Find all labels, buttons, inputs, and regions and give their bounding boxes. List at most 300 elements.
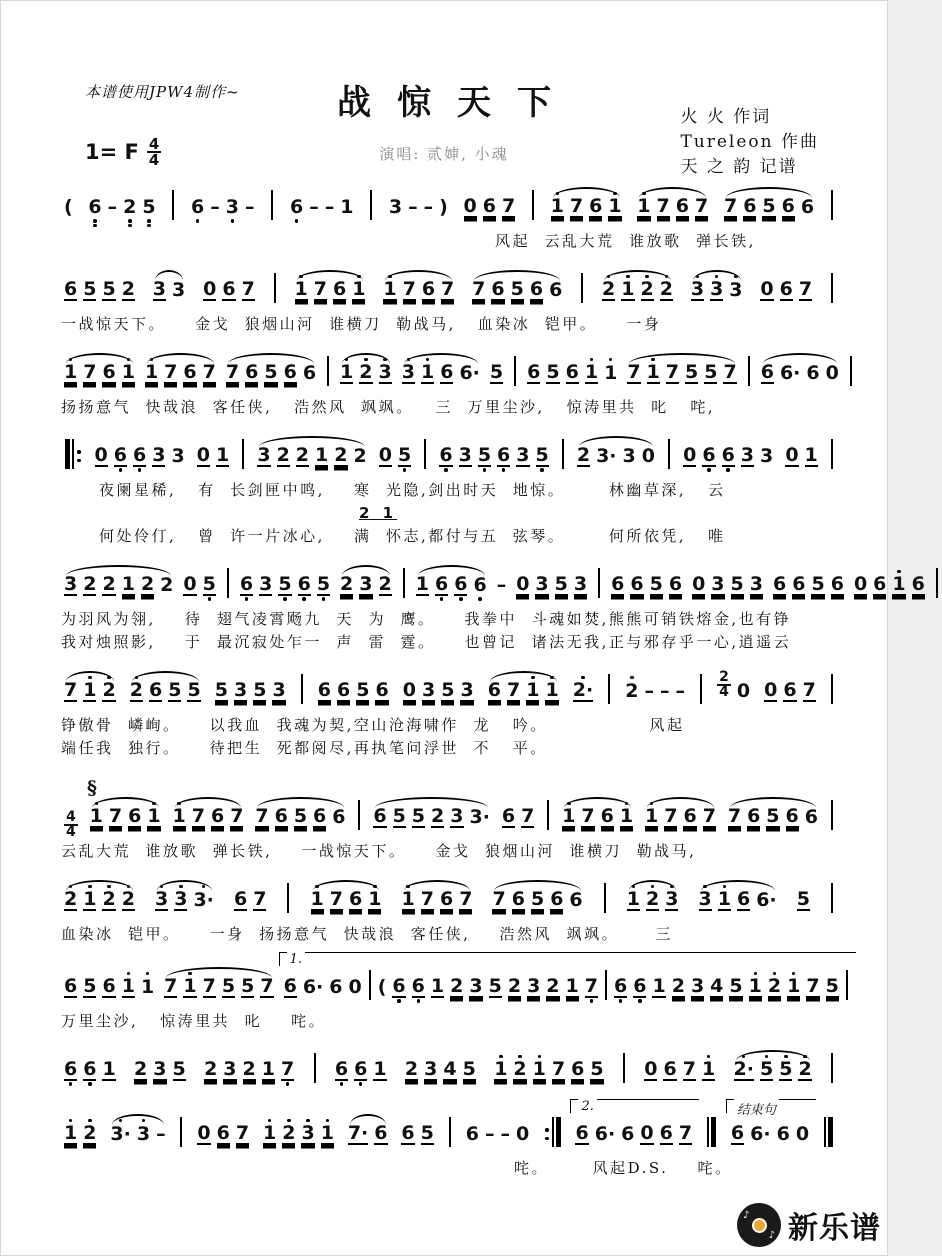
note-token: – bbox=[309, 196, 319, 218]
barline bbox=[420, 436, 430, 478]
slur-group bbox=[485, 671, 562, 713]
note-token: 3 bbox=[298, 1114, 317, 1156]
note-token: 6 bbox=[374, 1122, 388, 1144]
note-token: 7 bbox=[581, 805, 595, 827]
note-token: 1 bbox=[399, 880, 418, 922]
note-token: 3 bbox=[450, 805, 464, 827]
note-token: 0 bbox=[683, 444, 697, 466]
music-system bbox=[59, 671, 839, 759]
note-token: 3 bbox=[726, 270, 745, 312]
slur-group bbox=[308, 880, 385, 922]
note-group bbox=[201, 1050, 297, 1092]
note-token: 1 bbox=[430, 975, 445, 997]
note-token: 1 bbox=[523, 671, 542, 713]
note-token: 5 bbox=[168, 679, 182, 701]
composer-credit: Tureleon 作曲 bbox=[680, 132, 819, 152]
note-token: 2 bbox=[140, 573, 155, 595]
note-token: 0 bbox=[760, 278, 774, 300]
barline bbox=[267, 187, 277, 229]
barline bbox=[543, 797, 553, 839]
note-token: 6 bbox=[760, 361, 774, 383]
note-group bbox=[604, 671, 614, 713]
note-group bbox=[180, 565, 218, 607]
music-system bbox=[59, 565, 925, 653]
note-token: 5 bbox=[546, 361, 560, 383]
note-token: 7 bbox=[506, 679, 521, 701]
note-token: 3 bbox=[527, 975, 541, 997]
note-token: 6 bbox=[237, 565, 256, 607]
note-token: 1 bbox=[142, 353, 161, 395]
barline bbox=[601, 967, 611, 1009]
note-token: 3 bbox=[152, 444, 166, 466]
note-token: 7 bbox=[501, 195, 516, 217]
note-token: 1 bbox=[119, 353, 138, 395]
note-token: 6 bbox=[274, 805, 288, 827]
slur-group bbox=[574, 436, 658, 478]
note-token: 6 bbox=[550, 888, 564, 910]
transcriber-credit: 天 之 韵 记谱 bbox=[680, 157, 798, 177]
note-token: 1 bbox=[530, 1050, 549, 1092]
barline bbox=[827, 270, 837, 312]
note-token: 0 bbox=[197, 1122, 211, 1144]
slur-group bbox=[61, 671, 119, 713]
note-token: 7 bbox=[420, 888, 434, 910]
note-token: 3 bbox=[458, 444, 472, 466]
note-token: 6 bbox=[511, 888, 525, 910]
note-token: 2 bbox=[378, 573, 392, 595]
note-token: 6 bbox=[210, 805, 225, 827]
note-token: 6 bbox=[440, 361, 454, 383]
note-token: 7 bbox=[253, 888, 267, 910]
notation-row bbox=[59, 565, 925, 607]
note-group bbox=[932, 565, 942, 607]
note-token: 2 bbox=[279, 1114, 298, 1156]
note-token: 1 bbox=[601, 353, 620, 395]
note-token: 5 bbox=[510, 278, 524, 300]
note-token: 3 bbox=[172, 279, 186, 301]
time-bottom: 4 bbox=[148, 151, 160, 169]
note-token: 7 bbox=[255, 805, 269, 827]
note-token: 1 bbox=[642, 797, 661, 839]
note-token: ( bbox=[377, 976, 387, 998]
slur-group bbox=[152, 880, 217, 922]
slur-group bbox=[624, 353, 739, 395]
note-token: 0 bbox=[203, 278, 217, 300]
note-token: 1 bbox=[365, 880, 384, 922]
note-token: 1 bbox=[380, 270, 399, 312]
note-token: 5 bbox=[488, 975, 502, 997]
note-group bbox=[491, 1050, 606, 1092]
publisher-logo bbox=[737, 1203, 881, 1247]
note-token: 6 bbox=[804, 806, 818, 828]
note-token: 2 bbox=[276, 444, 290, 466]
note-token: 1 bbox=[624, 880, 643, 922]
lyrics-row: 风起 云乱大荒 谁放歌 弹长铁, bbox=[495, 232, 756, 250]
note-token: 2 bbox=[120, 187, 139, 229]
note-token: 6 bbox=[501, 805, 516, 827]
notation-row bbox=[59, 1050, 839, 1092]
note-token: 1 bbox=[652, 975, 666, 997]
note-token: 1 bbox=[80, 671, 99, 713]
note-token: 3 bbox=[171, 445, 185, 467]
note-token: 6 bbox=[487, 679, 501, 701]
note-group bbox=[513, 565, 590, 607]
note-token: 2 bbox=[340, 573, 354, 595]
note-token: 0 bbox=[764, 679, 778, 701]
note-group bbox=[297, 671, 307, 713]
note-group bbox=[827, 436, 837, 478]
slur-group bbox=[624, 880, 682, 922]
lyrics-row: 一战惊天下。 金戈 狼烟山河 谁横刀 勒战马, 血染冰 铠甲。 一身 bbox=[61, 315, 662, 333]
note-token: 6 bbox=[783, 679, 797, 701]
note-token: 6 bbox=[348, 888, 363, 910]
note-token: 2 bbox=[121, 278, 135, 300]
note-token: 7 bbox=[682, 1058, 696, 1080]
note-token: 6 bbox=[565, 361, 579, 383]
note-token: 6 bbox=[409, 967, 428, 1009]
lyrics-row: 铮傲骨 嶙峋。 以我血 我魂为契,空山沧海啸作 龙 吟。 风起 bbox=[61, 716, 685, 734]
slur-group bbox=[370, 797, 493, 839]
note-token: 3 bbox=[696, 880, 715, 922]
barline bbox=[558, 436, 568, 478]
note-token: 6· bbox=[459, 362, 480, 384]
note-group bbox=[287, 187, 356, 229]
barline bbox=[744, 353, 754, 395]
lyrics-row: 扬扬意气 快哉浪 客任侠, 浩然风 飒飒。 三 万里尘沙, 惊涛里共 叱 咤, bbox=[61, 398, 716, 416]
note-token: 2 bbox=[134, 1058, 148, 1080]
note-group bbox=[194, 1114, 252, 1156]
note-token: 1 bbox=[699, 1050, 718, 1092]
note-token: 6· bbox=[594, 1123, 616, 1145]
lyrics-row: 咤。 风起D.S. 咤。 bbox=[514, 1159, 733, 1177]
slur-group bbox=[170, 797, 247, 839]
barline bbox=[510, 353, 520, 395]
note-token: 6 bbox=[773, 573, 787, 595]
note-token: 6 bbox=[389, 967, 408, 1009]
note-token: 1 bbox=[548, 187, 567, 229]
note-token: 6 bbox=[630, 967, 649, 1009]
note-token: – bbox=[496, 574, 507, 596]
note-group bbox=[689, 565, 766, 607]
note-token: 7 bbox=[278, 1050, 297, 1092]
notation-row bbox=[59, 1099, 839, 1156]
note-token: 6 bbox=[668, 573, 683, 595]
note-group bbox=[188, 187, 257, 229]
note-token: 6 bbox=[611, 967, 630, 1009]
note-token: 6 bbox=[465, 1123, 479, 1145]
music-system bbox=[59, 270, 839, 335]
note-token: 6 bbox=[80, 1050, 99, 1092]
lyrics-row: 端任我 独行。 待把生 死都阅尽,再执笔问浮世 不 平。 bbox=[61, 739, 548, 757]
note-token: 6 bbox=[183, 361, 197, 383]
barline bbox=[283, 880, 293, 922]
slur-group bbox=[399, 880, 476, 922]
note-token: 6 bbox=[494, 436, 513, 478]
note-token: 0 bbox=[94, 444, 108, 466]
note-token: 6 bbox=[719, 436, 738, 478]
slur-group bbox=[254, 436, 369, 478]
note-token: 2 bbox=[622, 671, 641, 713]
note-token: 6 bbox=[743, 195, 757, 217]
barline bbox=[846, 353, 856, 395]
lyrics-row: 万里尘沙, 惊涛里共 叱 咤。 bbox=[61, 1012, 327, 1030]
note-token: ( bbox=[64, 196, 73, 218]
note-group bbox=[543, 797, 553, 839]
note-token: 1 bbox=[315, 444, 329, 466]
note-token: 6 bbox=[683, 805, 697, 827]
note-group bbox=[131, 1050, 189, 1092]
note-group bbox=[510, 353, 520, 395]
note-token: 0 bbox=[825, 362, 839, 384]
barline bbox=[445, 1114, 455, 1156]
note-token: 3 bbox=[399, 353, 418, 395]
barline bbox=[827, 187, 837, 229]
note-token: 3· bbox=[107, 1114, 133, 1156]
note-token: 3 bbox=[388, 196, 403, 218]
lyrics-row: 我对烛照影, 于 最沉寂处乍一 声 雷 霆。 也曾记 诸法无我,正与邪存乎一心,逍遥云 bbox=[61, 633, 792, 651]
notation-row bbox=[59, 436, 839, 478]
note-token: 2 bbox=[61, 880, 80, 922]
note-token: 1 bbox=[216, 444, 230, 466]
note-token: 7 bbox=[235, 1122, 250, 1144]
note-token: 1 bbox=[644, 353, 663, 395]
note-token: 6 bbox=[569, 889, 583, 911]
note-group bbox=[499, 797, 537, 839]
note-group bbox=[354, 797, 364, 839]
note-token: 6 bbox=[333, 278, 347, 300]
note-token: 6 bbox=[401, 1122, 415, 1144]
note-token: 0 bbox=[378, 444, 393, 466]
barline bbox=[827, 436, 837, 478]
volta-label: 2. bbox=[578, 1099, 596, 1114]
barline bbox=[354, 797, 364, 839]
note-token: 5 bbox=[825, 975, 839, 997]
note-group bbox=[782, 436, 820, 478]
note-token: – bbox=[660, 680, 670, 702]
note-token: 0 bbox=[348, 976, 362, 998]
note-token: 6 bbox=[332, 1050, 351, 1092]
note-token: 6 bbox=[375, 679, 389, 701]
note-token: 7 bbox=[83, 361, 97, 383]
note-token: 7 bbox=[492, 888, 506, 910]
segno-icon: § bbox=[87, 777, 97, 799]
note-token: 0 bbox=[183, 573, 197, 595]
note-token: 3 bbox=[233, 679, 248, 701]
barline bbox=[238, 436, 248, 478]
music-system bbox=[59, 1050, 839, 1092]
note-token: 6 bbox=[332, 806, 346, 828]
note-group bbox=[594, 565, 604, 607]
note-token: 7 bbox=[402, 278, 416, 300]
note-token: 7 bbox=[656, 195, 670, 217]
note-token: 6 bbox=[911, 573, 925, 595]
note-token: 3 bbox=[272, 679, 286, 701]
note-token: 2 bbox=[204, 1058, 218, 1080]
note-token: 5 bbox=[214, 679, 228, 701]
note-token: 3 bbox=[460, 679, 474, 701]
note-token: 1 bbox=[418, 353, 437, 395]
note-group bbox=[494, 565, 510, 607]
note-group bbox=[402, 1050, 479, 1092]
note-token: 5 bbox=[356, 679, 370, 701]
note-token: 6 bbox=[529, 278, 544, 300]
note-token: 1 bbox=[605, 187, 624, 229]
note-token: 6 bbox=[800, 196, 815, 218]
note-token: 3 bbox=[421, 679, 436, 701]
note-token: 5 bbox=[392, 805, 406, 827]
note-token: 6 bbox=[491, 278, 505, 300]
note-token: 7 bbox=[164, 975, 178, 997]
note-token: 3 bbox=[516, 444, 530, 466]
note-token: 1 bbox=[261, 1058, 275, 1080]
note-token: – bbox=[210, 196, 220, 218]
note-token: 5 bbox=[293, 805, 308, 827]
music-system bbox=[59, 777, 839, 862]
note-token: 6 bbox=[295, 565, 314, 607]
note-token: 7 bbox=[329, 888, 343, 910]
note-token: 2 bbox=[102, 573, 116, 595]
note-token: 6 bbox=[111, 436, 130, 478]
music-system bbox=[59, 187, 839, 252]
note-token: 6· bbox=[756, 889, 777, 911]
note-group bbox=[827, 671, 837, 713]
performers: 演唱: 贰婶, 小魂 bbox=[379, 145, 509, 163]
barline bbox=[223, 565, 233, 607]
note-token: – bbox=[107, 196, 118, 218]
note-token: 2 bbox=[160, 574, 174, 596]
slur-group bbox=[696, 880, 780, 922]
note-group bbox=[608, 565, 685, 607]
lyrics-row: 夜阑星稀, 有 长剑匣中鸣, 寒 光隐,剑出时天 地惊。 林幽草深, 云 bbox=[99, 481, 726, 499]
note-token: 6· bbox=[750, 1123, 771, 1145]
slur-group bbox=[469, 270, 565, 312]
note-token: 6 bbox=[699, 436, 718, 478]
note-token: 6· bbox=[302, 976, 324, 998]
note-token: 7 bbox=[241, 278, 255, 300]
note-token: 3 bbox=[690, 975, 705, 997]
note-token: 2 bbox=[353, 445, 367, 467]
note-token: 3 bbox=[688, 270, 707, 312]
slur-group bbox=[345, 1114, 391, 1156]
note-token: 5 bbox=[395, 436, 414, 478]
note-token: 7 bbox=[702, 805, 716, 827]
music-system bbox=[59, 880, 839, 945]
note-group bbox=[283, 880, 293, 922]
note-token: – bbox=[675, 680, 685, 702]
note-token: 2 bbox=[242, 1058, 256, 1080]
note-token: 6 bbox=[102, 361, 116, 383]
note-group bbox=[61, 811, 81, 839]
note-token: 2 bbox=[507, 975, 522, 997]
note-token: 3 bbox=[760, 445, 774, 467]
note-token: 0 bbox=[785, 444, 799, 466]
note-token: 5 bbox=[264, 361, 278, 383]
note-token: 7 bbox=[472, 278, 486, 300]
note-group bbox=[622, 671, 688, 713]
note-token: 0 bbox=[196, 444, 210, 466]
barline bbox=[842, 967, 852, 1009]
note-token: 5 bbox=[554, 573, 568, 595]
note-token: – bbox=[408, 196, 418, 218]
note-token: 6 bbox=[317, 679, 331, 701]
note-token: 1 bbox=[292, 270, 311, 312]
note-token: 1 bbox=[121, 573, 135, 595]
note-token: 7 bbox=[665, 361, 680, 383]
note-token: 6 bbox=[188, 187, 207, 229]
note-token: 7 bbox=[260, 975, 274, 997]
note-token: 2 bbox=[576, 444, 591, 466]
note-token: 5 bbox=[420, 1122, 434, 1144]
note-token: 5 bbox=[590, 1058, 604, 1080]
barline bbox=[619, 1050, 629, 1092]
note-token: 3 bbox=[223, 1058, 237, 1080]
note-token: 5 bbox=[139, 187, 158, 229]
note-token: 4 bbox=[443, 1058, 457, 1080]
note-token: 3 bbox=[152, 880, 171, 922]
note-token: 3· bbox=[596, 445, 617, 467]
music-note-icon: ♪ bbox=[743, 1210, 750, 1221]
slur-group bbox=[142, 353, 219, 395]
note-token: 2 bbox=[83, 573, 97, 595]
note-token: 0 bbox=[644, 1058, 658, 1080]
note-token: 6 bbox=[439, 888, 454, 910]
note-token: 6 bbox=[730, 1122, 745, 1144]
note-token: 7 bbox=[723, 361, 737, 383]
slur-group bbox=[107, 1114, 168, 1156]
note-token: 1 bbox=[746, 967, 765, 1009]
note-group bbox=[400, 671, 477, 713]
note-token: 2 bbox=[119, 880, 138, 922]
note-token: 6 bbox=[222, 278, 236, 300]
barline bbox=[820, 1114, 837, 1156]
note-group bbox=[231, 880, 269, 922]
notation-row bbox=[59, 880, 839, 922]
note-group bbox=[61, 436, 86, 478]
note-token: 7 bbox=[569, 195, 584, 217]
note-token: 6 bbox=[792, 573, 806, 595]
note-token: 5 bbox=[475, 436, 494, 478]
note-token: 6 bbox=[64, 975, 78, 997]
note-token: 2 bbox=[795, 1050, 814, 1092]
note-token: 3 bbox=[424, 1058, 438, 1080]
note-token: 7 bbox=[551, 1058, 566, 1080]
barline bbox=[399, 565, 409, 607]
note-group bbox=[761, 671, 819, 713]
notation-row bbox=[59, 187, 839, 229]
note-token: – bbox=[644, 680, 654, 702]
note-token: 2 bbox=[599, 270, 618, 312]
volta-group bbox=[572, 1099, 695, 1156]
publisher-name: 新乐谱 bbox=[788, 1211, 881, 1246]
note-token: 7 bbox=[191, 805, 205, 827]
note-token: 6 bbox=[64, 278, 78, 300]
note-group bbox=[680, 436, 776, 478]
slur-group bbox=[725, 797, 821, 839]
note-token: 1 bbox=[61, 1114, 80, 1156]
note-group bbox=[528, 187, 538, 229]
notation-row bbox=[59, 353, 839, 395]
note-token: 7 bbox=[802, 679, 816, 701]
note-group bbox=[770, 565, 847, 607]
notation-row bbox=[59, 270, 839, 312]
note-group bbox=[524, 353, 620, 395]
note-token: 6 bbox=[233, 888, 248, 910]
note-token: 2 bbox=[99, 671, 118, 713]
slur-group bbox=[399, 353, 483, 395]
note-token: 5 bbox=[241, 975, 255, 997]
note-token: 3· bbox=[190, 880, 216, 922]
note-token: 7 bbox=[108, 805, 123, 827]
